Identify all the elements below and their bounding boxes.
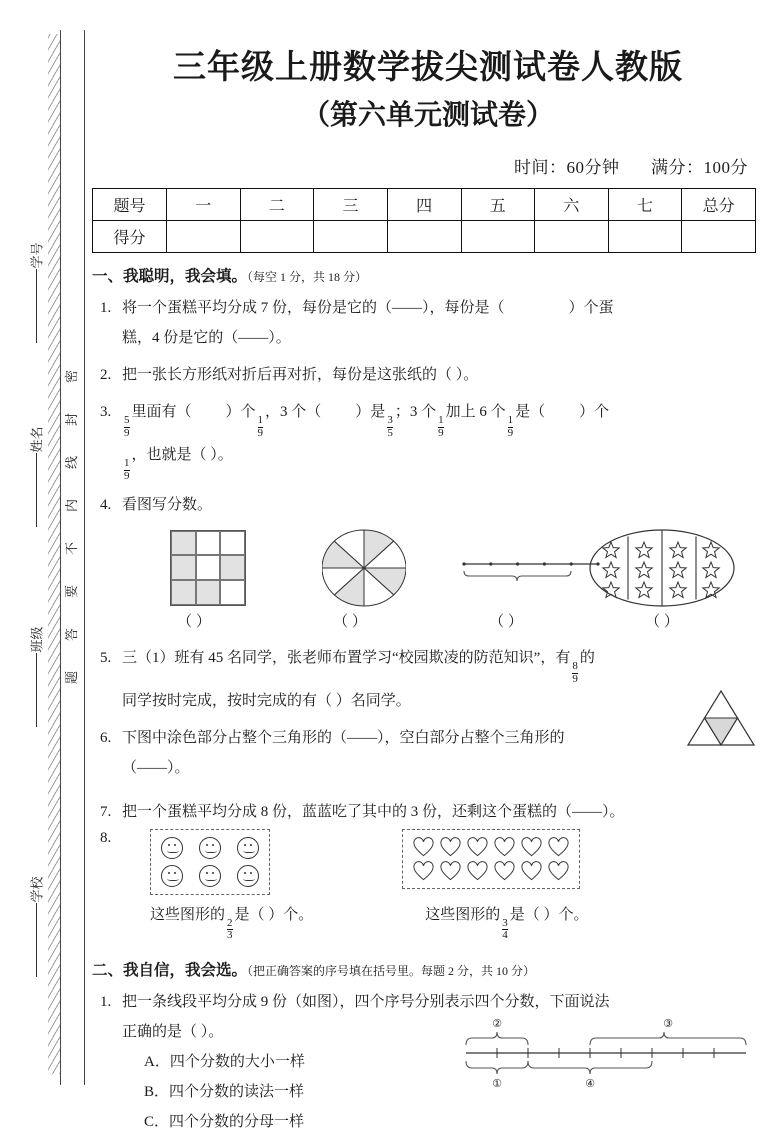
score-cell[interactable]	[461, 221, 535, 253]
q3-text-6: 加上 6 个	[445, 404, 506, 421]
heart-icon	[413, 861, 434, 881]
figure-label-1: ①	[492, 1077, 502, 1091]
question-text	[100, 397, 764, 440]
q8-right-answer[interactable]	[425, 903, 588, 943]
question-number: 1.	[100, 300, 112, 317]
score-cell[interactable]	[167, 221, 241, 253]
fraction-1-9: $\frac{1}{9}$	[507, 414, 514, 440]
question-text-cont: 同学按时完成，按时完成的有（ ）名同学。	[122, 692, 411, 709]
seal-char: 要	[65, 584, 81, 599]
fraction-2-3: $\frac{2}{3}$	[227, 916, 233, 942]
score-col-6: 六	[535, 189, 609, 221]
smiley-face-icon	[199, 837, 221, 859]
page-subtitle: （第六单元测试卷）	[301, 98, 554, 132]
triangle-figure-icon	[684, 687, 758, 749]
heart-icon	[521, 837, 542, 857]
number-segment-figure-icon	[462, 552, 602, 592]
question-number: 2.	[100, 367, 112, 384]
question-text: 把一条线段平均分成 9 份（如图），四个序号分别表示四个分数，下面说法	[122, 994, 610, 1011]
question-number: 7.	[100, 803, 112, 820]
exam-meta	[92, 153, 764, 178]
field-class	[18, 626, 54, 727]
score-col-total: 总分	[682, 189, 756, 221]
field-label: 学号	[30, 242, 46, 269]
score-cell[interactable]	[608, 221, 682, 253]
q8-left-text-b: 是（ ）个。	[234, 906, 314, 923]
number-line-figure-icon	[456, 1009, 756, 1095]
q3-text-1: 里面有（	[131, 404, 192, 421]
q8-right-text-b: 是（ ）个。	[509, 906, 589, 923]
field-label: 学校	[30, 876, 46, 903]
q3-text-4: ）是	[355, 404, 386, 421]
question-number: 8.	[100, 829, 112, 846]
heart-group-box	[402, 829, 580, 889]
total-score-label: 满分：100分	[651, 158, 748, 178]
question-6	[92, 723, 764, 783]
question-2	[92, 360, 764, 390]
field-name	[18, 426, 54, 527]
q8-left-text-a: 这些图形的	[150, 906, 226, 923]
page-title: 三年级上册数学拔尖测试卷人教版	[173, 47, 683, 86]
question-text: 下图中涂色部分占整个三角形的（——），空白部分占整个三角形的	[122, 729, 565, 746]
question-3	[92, 397, 764, 483]
score-cell[interactable]	[314, 221, 388, 253]
figure-label-2: ②	[492, 1017, 502, 1031]
score-col-5: 五	[461, 189, 535, 221]
heart-icon	[467, 837, 488, 857]
seal-char: 内	[65, 498, 81, 513]
star-ellipse-figure-icon	[587, 526, 737, 610]
question-7	[92, 797, 764, 827]
section-2-title: 二、我自信，我会选。	[92, 961, 248, 980]
q1-text-c: 糕，4 份是它的（——）。	[122, 330, 291, 347]
table-row-header	[93, 189, 756, 221]
section-1-note: （每空 1 分，共 18 分）	[247, 270, 368, 285]
question-number: 5.	[100, 649, 112, 666]
q3-text-2: ）个	[225, 404, 256, 421]
section-2-body	[92, 987, 764, 1137]
q1-text-b: ）个蛋	[568, 300, 614, 317]
score-col-7: 七	[608, 189, 682, 221]
field-label: 班级	[30, 626, 46, 653]
seal-char: 封	[65, 412, 81, 427]
heart-icon	[548, 837, 569, 857]
score-cell[interactable]	[535, 221, 609, 253]
seal-char: 线	[65, 455, 81, 470]
q4-answer-blank[interactable]: （ ）	[177, 613, 211, 630]
figure-label-4: ④	[585, 1077, 595, 1091]
smiley-face-icon	[237, 837, 259, 859]
question-4	[92, 490, 764, 520]
heart-icon	[467, 861, 488, 881]
score-table-row-label: 题号	[93, 189, 167, 221]
question-1	[92, 293, 764, 353]
question-number: 3.	[100, 404, 112, 421]
q3-text-9: ，也就是（ ）。	[131, 447, 233, 463]
score-table	[92, 188, 756, 253]
field-school	[18, 876, 54, 977]
score-cell[interactable]	[240, 221, 314, 253]
field-label: 姓名	[30, 426, 46, 453]
smiley-face-icon	[199, 865, 221, 887]
fraction-8-9: $\frac{8}{9}$	[572, 659, 578, 685]
fraction-3-5: $\frac{3}{5}$	[387, 414, 393, 440]
seal-char: 不	[65, 541, 81, 556]
fraction-3-4: $\frac{3}{4}$	[502, 916, 508, 942]
question-text	[100, 643, 764, 686]
question-text: 把一个蛋糕平均分成 8 份，蓝蓝吃了其中的 3 份，还剩这个蛋糕的（——）。	[122, 803, 625, 820]
write-rule[interactable]	[36, 903, 37, 977]
heart-icon	[548, 861, 569, 881]
q8-left-answer[interactable]	[150, 903, 313, 943]
section-1-title: 一、我聪明，我会填。	[92, 267, 248, 286]
figure-label-3: ③	[663, 1017, 673, 1031]
fraction-1-9: $\frac{1}{9}$	[257, 414, 264, 440]
section-1-heading	[92, 264, 764, 286]
heart-icon	[494, 837, 515, 857]
fraction-5-9: $\frac{5}{9}$	[124, 414, 130, 440]
option-c[interactable]: C．四个分数的分母一样	[144, 1114, 305, 1131]
exam-sheet	[92, 0, 764, 1131]
pie-figure-icon	[322, 528, 406, 608]
heart-icon	[521, 861, 542, 881]
question-text: 看图写分数。	[122, 496, 213, 513]
q5-text-a: 三（1）班有 45 名同学，张老师布置学习“校园欺凌的防范知识”，有	[122, 649, 571, 666]
q4-answer-blank[interactable]: （ ）	[333, 613, 367, 630]
fraction-1-9: $\frac{1}{9}$	[438, 414, 444, 440]
write-rule[interactable]	[36, 269, 37, 343]
section-2-note: （把正确答案的序号填在括号里。每题 2 分，共 10 分）	[247, 964, 536, 979]
heart-icon	[440, 861, 461, 881]
question-text	[100, 293, 764, 323]
question-4-figures	[92, 522, 764, 614]
question-text-cont[interactable]: 正确的是（ ）。	[122, 1024, 224, 1041]
grid-figure-icon	[170, 530, 246, 606]
option-a[interactable]: A．四个分数的大小一样	[144, 1054, 305, 1071]
table-row-scores	[93, 221, 756, 253]
q3-text-8: ）个	[579, 404, 610, 421]
question-5	[92, 643, 764, 716]
margin-rule-right	[84, 30, 85, 1085]
question-number: 1.	[100, 994, 112, 1011]
binding-margin	[0, 0, 86, 1103]
question-text: 把一张长方形纸对折后再对折，每份是这张纸的（ ）。	[122, 367, 479, 384]
heart-icon	[440, 837, 461, 857]
question-text-cont	[100, 440, 764, 483]
score-cell[interactable]	[387, 221, 461, 253]
time-label: 时间：60分钟	[514, 158, 620, 178]
score-col-2: 二	[240, 189, 314, 221]
heart-icon	[494, 861, 515, 881]
question-8-answers	[92, 903, 764, 943]
smiley-face-icon	[237, 865, 259, 887]
q4-answer-blank[interactable]: （ ）	[645, 613, 679, 630]
smiley-group-box	[150, 829, 270, 895]
seal-char: 答	[65, 627, 81, 642]
q3-text-5: ；3 个	[394, 404, 437, 421]
question-8-figures	[92, 829, 764, 895]
score-col-1: 一	[167, 189, 241, 221]
fraction-1-9: $\frac{1}{9}$	[124, 457, 130, 482]
q3-text-3: ，3 个（	[265, 404, 322, 421]
score-table-row-label: 得分	[93, 221, 167, 253]
question-number: 6.	[100, 729, 112, 746]
section-2-heading	[92, 958, 764, 980]
score-col-4: 四	[387, 189, 461, 221]
q5-text-b: 的	[579, 649, 595, 666]
seal-char: 题	[65, 670, 81, 685]
heart-icon	[413, 837, 434, 857]
smiley-face-icon	[161, 837, 183, 859]
question-number: 4.	[100, 496, 112, 513]
write-rule[interactable]	[36, 653, 37, 727]
score-cell[interactable]	[682, 221, 756, 253]
seal-line-text	[62, 370, 84, 684]
margin-rule-left	[60, 30, 61, 1085]
field-student-id	[18, 242, 54, 343]
q4-answer-blank[interactable]: （ ）	[489, 613, 523, 630]
seal-char: 密	[65, 369, 81, 384]
q1-text-a: 将一个蛋糕平均分成 7 份，每份是它的（——），每份是（	[122, 300, 505, 317]
write-rule[interactable]	[36, 453, 37, 527]
question-text-cont: （——）。	[122, 759, 190, 776]
score-col-3: 三	[314, 189, 388, 221]
option-b[interactable]: B．四个分数的读法一样	[144, 1084, 305, 1101]
smiley-face-icon	[161, 865, 183, 887]
q3-text-7: 是（	[515, 404, 546, 421]
q8-right-text-a: 这些图形的	[425, 906, 501, 923]
